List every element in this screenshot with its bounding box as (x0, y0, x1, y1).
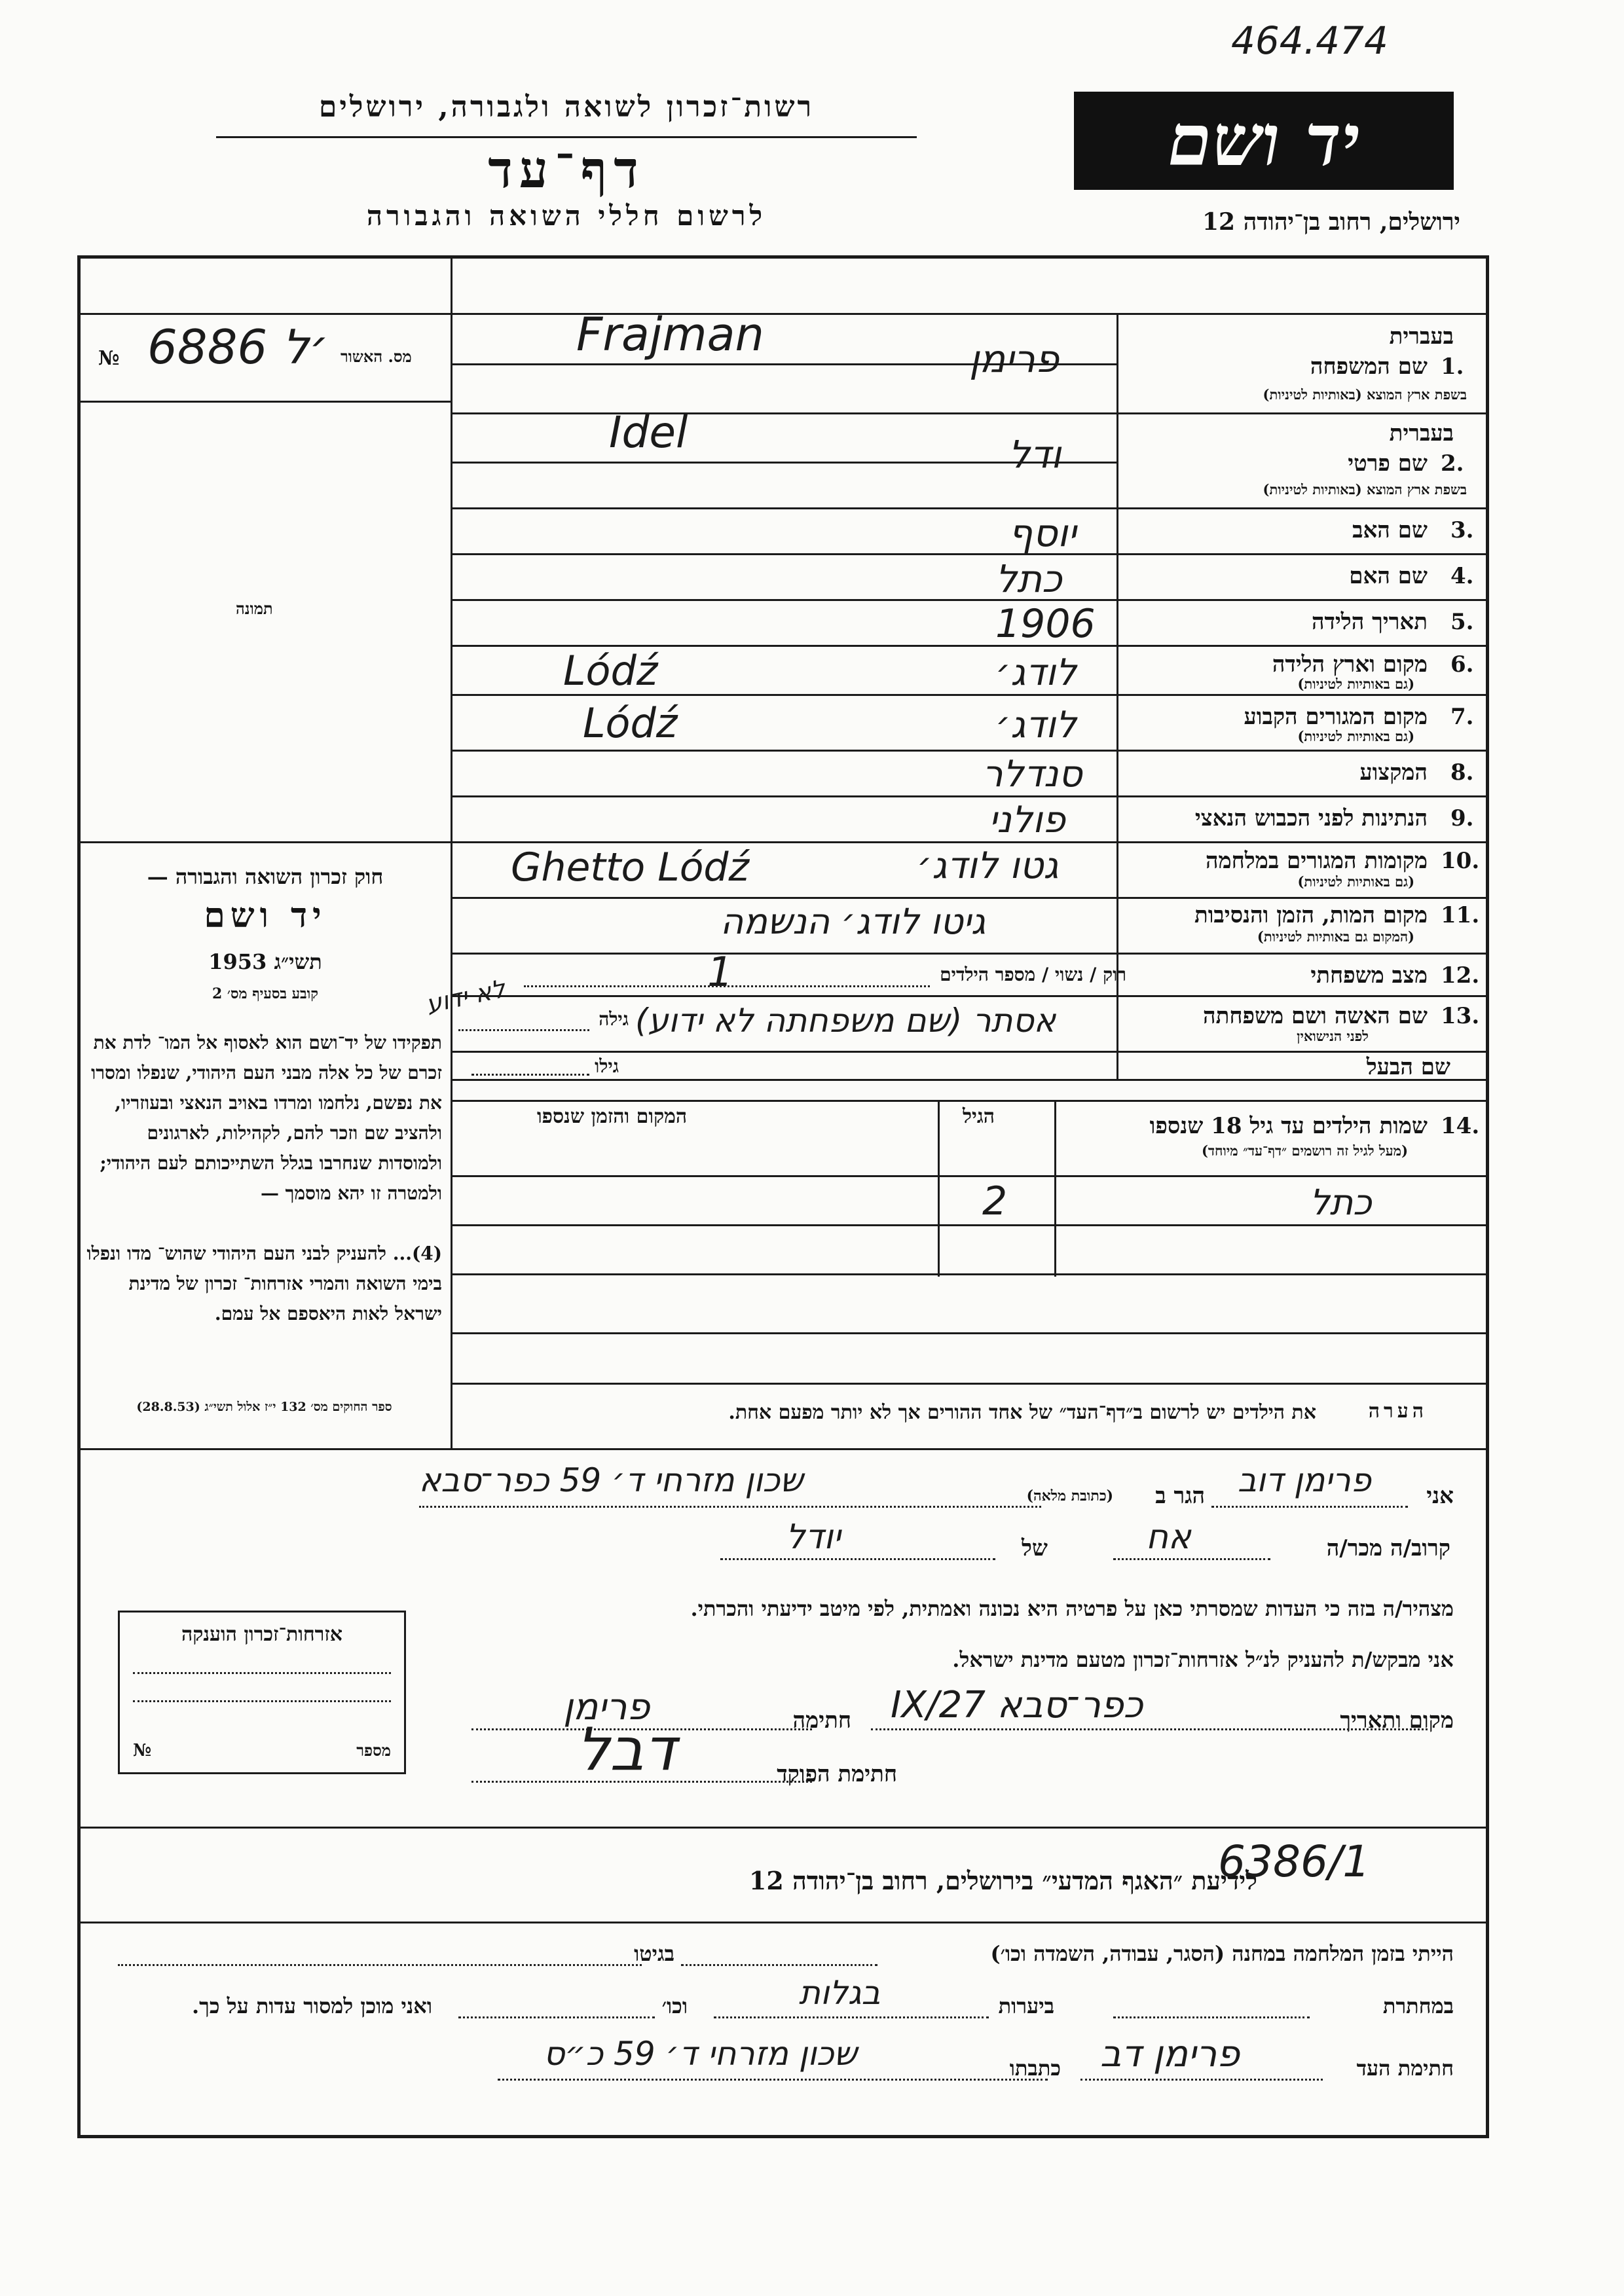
note-label: הערה (1368, 1400, 1428, 1423)
logo-text: יד ושם (1168, 100, 1360, 182)
decl-name-dots (1211, 1506, 1408, 1508)
field3-num: 3. (1450, 517, 1474, 543)
children-rule-4 (452, 1332, 1488, 1334)
field6-sub: (גם באותיות לטיניות) (1297, 676, 1414, 692)
decl-officer-label: חתימת הפוקד (777, 1761, 897, 1787)
footer-line2-dots-c (458, 2016, 655, 2018)
field2-value-hebrew: ודל (1008, 432, 1061, 477)
header-address: ירושלים, רחוב בן־יהודה 12 (1202, 208, 1460, 236)
citizenship-stamp-box (118, 1611, 406, 1774)
decl-officer-value: דבל (576, 1715, 676, 1784)
field1-num: 1. (1441, 354, 1464, 380)
decl-address-dots (419, 1506, 1041, 1508)
footer-line2-dots-b (714, 2016, 989, 2018)
decl-place-date-value: כפר־סבא 27/IX (891, 1684, 1143, 1726)
husband-label: שם הבעל (1366, 1054, 1450, 1080)
field9-value: פולני (989, 799, 1066, 841)
footer-line2-a: במחתרת (1382, 1994, 1454, 2018)
hebrew-label-2: בעברית (1389, 420, 1454, 446)
decl-address-value: שכון מזרחי ד׳ 59 כפר־סבא (419, 1461, 803, 1499)
decl-relation-value: אח (1146, 1518, 1191, 1557)
law-text-2: (4)... להעניק לבני העם היהודי שהוש־ מדו ונפלו בימי השואה והמרי אזרחות־ זכרון של מדינת ישראל לאות היאספם אל עמם. (86, 1243, 442, 1324)
stamp-title: אזרחות־זכרון הוענקה (181, 1623, 343, 1646)
footer-address-label: כתבתו (1009, 2056, 1061, 2081)
decl-relation-dots (1113, 1558, 1270, 1560)
footer-line1-a: הייתי בזמן המלחמה במחנה (הסגר, עבודה, השמדה וכו׳) (990, 1941, 1454, 1966)
footer-line2-d: ואני מוכן למסור עדות על כך. (191, 1994, 432, 2018)
footer-title-rule (79, 1922, 1488, 1923)
field8-num: 8. (1450, 759, 1474, 786)
row10-rule (452, 897, 1488, 899)
field11-sub: (המקום גם באותיות לטיניות) (1257, 928, 1414, 945)
decl-signature-label: חתימה (792, 1707, 851, 1734)
husband-age-dots (471, 1074, 589, 1076)
field5-label: תאריך הלידה (1311, 609, 1428, 635)
field13-age-dots (458, 1029, 589, 1031)
footer-witness-dots (1080, 2079, 1323, 2081)
field13-value: אסתר (שם משפחתה לא ידוע) (635, 1002, 1056, 1040)
row13b-rule (452, 1079, 1488, 1081)
field2-num: 2. (1441, 450, 1464, 477)
footer-line2-dots-a (1113, 2016, 1310, 2018)
field1-sub: בשפת ארץ המוצא (באותיות לטיניות) (1263, 386, 1467, 403)
decl-of-label: של (1022, 1535, 1048, 1561)
decl-place-date-label: מקום ותאריך (1340, 1707, 1454, 1734)
field4-value: כתל (995, 556, 1062, 601)
field4-label: שם האם (1349, 563, 1428, 589)
field12-dots (524, 985, 930, 987)
field2-sub: בשפת ארץ המוצא (באותיות לטיניות) (1263, 481, 1467, 498)
row3-rule (452, 553, 1488, 555)
confirmation-no-sign: № (98, 347, 120, 370)
yad-vashem-logo (1074, 92, 1454, 190)
children-rule-1 (452, 1175, 1488, 1177)
field13-age-label: גילה (599, 1008, 629, 1030)
children-age-col-right (1054, 1100, 1056, 1277)
declaration-bottom-rule (79, 1827, 1488, 1829)
left-column-divider (451, 257, 452, 1448)
footer-line2-value: בגלות (799, 1974, 881, 2012)
row14-header-rule (452, 1100, 1488, 1102)
field12-value: 1 (707, 948, 733, 996)
law-year: תשי״ג 1953 (208, 949, 322, 974)
form-subtitle: לרשום חללי השואה והגבורה (366, 200, 767, 232)
field1-value-hebrew: פרימן (969, 337, 1060, 381)
field7-value-hebrew: לודג׳ (995, 704, 1077, 746)
footer-line2-b: ביערות (998, 1994, 1054, 2018)
decl-signature-value: פרימן (563, 1686, 650, 1728)
child-name: כתל (1310, 1182, 1372, 1223)
footer-line2-c: וכו׳ (661, 1994, 688, 2018)
field9-label: הנתינות לפני הכבוש הנאצי (1194, 805, 1428, 831)
left-top-rule (79, 313, 451, 315)
field10-label: מקומות המגורים במלחמה (1205, 848, 1428, 874)
row2-rule-b (452, 507, 1488, 509)
children-rule-3 (452, 1273, 1488, 1275)
child-age: 2 (982, 1178, 1008, 1224)
row11-rule (452, 953, 1488, 955)
law-name: יד ושם (204, 896, 327, 936)
left-photo-top-rule (79, 401, 451, 403)
field9-num: 9. (1450, 805, 1474, 831)
field4-num: 4. (1450, 563, 1474, 589)
footer-witness-signature: פרימן דב (1100, 2033, 1240, 2075)
footer-address-value: שכון מזרחי ד׳ 59 כ״ס (544, 2035, 857, 2073)
field8-value: סנדלר (982, 753, 1082, 795)
footer-address-dots (498, 2079, 1048, 2081)
footer-line1-b: בגיטו (634, 1941, 674, 1966)
field13-label: שם האשה ושם משפחתה (1203, 1003, 1428, 1029)
field12-label: מצב משפחתי (1310, 962, 1428, 989)
decl-of-dots (720, 1558, 995, 1560)
field10-value-latin: Ghetto Lódź (511, 845, 749, 890)
field11-value: גיטו לודג׳ הנשמה (720, 901, 986, 942)
footer-witness-label: חתימת העד (1356, 2056, 1454, 2081)
footer-ref-number: 6386/1 (1218, 1836, 1371, 1887)
row4-rule (452, 599, 1488, 601)
row13-rule (452, 1051, 1488, 1053)
field6-value-hebrew: לודג׳ (995, 651, 1077, 694)
decl-ani-label: אני (1426, 1483, 1454, 1509)
field10-sub: (גם באותיות לטיניות) (1297, 873, 1414, 890)
law-clause: קובע בסעיף מס׳ 2 (212, 985, 319, 1002)
decl-full-address-label: (כתובת מלאה) (1026, 1487, 1113, 1504)
decl-statement-1: מצהיר/ה בזה כי העדות שמסרתי כאן על פרטיה היא נכונה ואמתית, לפי מיטב ידיעתי והכרתי. (690, 1596, 1454, 1621)
law-title: חוק זכרון השואה והגבורה — (147, 864, 384, 889)
field14-num: 14. (1441, 1113, 1480, 1139)
footer-dept-title: לידיעת ״האגף המדעי״ בירושלים, רחוב בן־יהודה 12 (748, 1866, 1257, 1895)
decl-statement-2: אני מבקש/ת להעניק לנ״ל אזרחות־זכרון מטעם מדינת ישראל. (952, 1647, 1454, 1672)
row7-rule (452, 750, 1488, 752)
field12-inline: רוק / נשוי / מספר הילדים (940, 964, 1126, 985)
field14-sub: (מעל לגיל זה רושמים ״דף־עד״ מיוחד) (1201, 1142, 1408, 1159)
field6-num: 6. (1450, 651, 1474, 678)
field11-label: מקום המות, הזמן והנסיבות (1194, 902, 1428, 928)
hebrew-label-1: בעברית (1389, 323, 1454, 350)
law-text: תפקידו של יד־ושם הוא לאסוף אל המו־ לדת את זכרם של כל אלה מבני העם היהודי, שנפלו ומסרו את נפשם, נלחמו ומרדו באויב הנאצי ובעוזריו, ולהציב שם וזכר להם, לקהילות, לארגונים ולמוסדות שנחרבו בגלל השתייכותם לעם היהודי; ולמטרה זו יהא מוסמך — (91, 1032, 442, 1204)
children-age-header: הגיל (963, 1105, 995, 1128)
row1-rule-b (452, 412, 1488, 414)
note-text: את הילדים יש לרשום ב״דף־העד״ של אחד ההורים אך לא יותר מפעם אחת. (728, 1401, 1316, 1424)
field1-value-latin: Frajman (576, 308, 764, 361)
form-title: דף־עד (488, 140, 645, 200)
decl-place-date-dots (871, 1728, 1428, 1730)
field7-sub: (גם באותיות לטיניות) (1297, 728, 1414, 744)
field7-num: 7. (1450, 704, 1474, 730)
law-reference: ספר החוקים מס׳ 132 י״ז אלול תשי״ג (28.8.53) (136, 1400, 392, 1414)
field3-value: יוסף (1008, 511, 1077, 555)
field3-label: שם האב (1352, 517, 1428, 543)
stamp-number-label: מספר (356, 1741, 391, 1760)
field12-num: 12. (1441, 962, 1480, 989)
decl-lives-label: הגר ב (1155, 1483, 1205, 1509)
field13-sub: לפני הנישואין (1297, 1028, 1369, 1044)
children-age-col-left (938, 1100, 940, 1277)
left-photo-bottom-rule (79, 841, 451, 843)
decl-name-value: פרימן דוב (1238, 1461, 1371, 1499)
footer-line1-dots (681, 1964, 877, 1966)
field1-label: שם המשפחה (1310, 354, 1428, 380)
field13-margin-note: לא ידוע (423, 974, 508, 1019)
field7-value-latin: Lódź (583, 699, 678, 747)
field14-label: שמות הילדים עד גיל 18 שנספו (1149, 1113, 1428, 1139)
footer-line1-dots-2 (118, 1964, 642, 1966)
field5-value: 1906 (995, 601, 1096, 647)
field11-num: 11. (1441, 902, 1480, 928)
decl-of-value: יודל (786, 1518, 841, 1557)
note-bottom-rule (79, 1448, 1488, 1450)
field6-value-latin: Lódź (563, 647, 658, 695)
decl-relation-label: קרוב/ה מכר/ה (1326, 1535, 1450, 1561)
husband-age-label: גילו (595, 1055, 619, 1077)
confirmation-label: מס. האשור (341, 347, 412, 366)
field5-num: 5. (1450, 609, 1474, 635)
photo-label: תמונה (236, 599, 273, 618)
field13-num: 13. (1441, 1003, 1480, 1029)
row8-rule (452, 795, 1488, 797)
field10-num: 10. (1441, 848, 1480, 874)
field6-label: מקום וארץ הלידה (1272, 651, 1428, 678)
confirmation-number: 6886 ׳ל (147, 319, 329, 374)
field7-label: מקום המגורים הקבוע (1244, 704, 1428, 730)
children-place-header: המקום והזמן שנספו (537, 1105, 688, 1128)
field2-value-latin: Idel (609, 407, 688, 458)
row12-rule (452, 995, 1488, 997)
authority-line: רשות־זכרון לשואה ולגבורה, ירושלים (318, 90, 815, 124)
children-bottom-rule (452, 1383, 1488, 1385)
archive-number: 464.474 (1231, 18, 1388, 63)
field2-label: שם פרטי (1348, 450, 1428, 477)
row9-rule (452, 841, 1488, 843)
children-rule-2 (452, 1224, 1488, 1226)
stamp-no-sign: № (133, 1741, 152, 1760)
authority-underline (216, 136, 917, 138)
field8-label: המקצוע (1359, 759, 1428, 786)
field10-value-hebrew: גטו לודג׳ (917, 845, 1059, 887)
